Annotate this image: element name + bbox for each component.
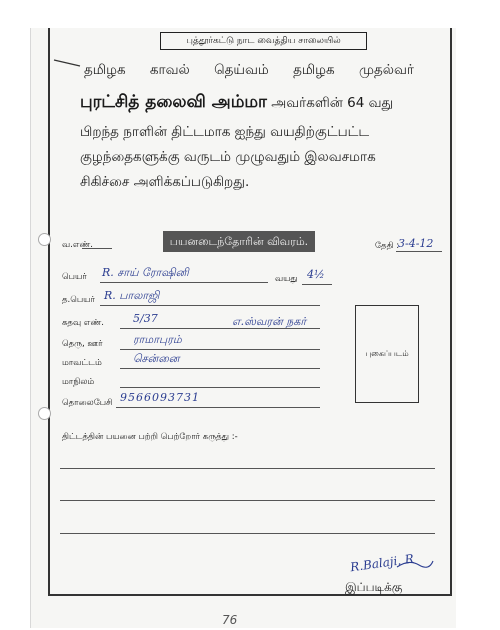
phone-line bbox=[116, 407, 320, 408]
door-value: 5/37 bbox=[133, 312, 158, 325]
district-line bbox=[120, 368, 320, 369]
phone-value: 9566093731 bbox=[120, 391, 200, 404]
age-line bbox=[302, 284, 332, 285]
door-label: கதவு எண். bbox=[62, 318, 104, 328]
father-label: த.பெயர் bbox=[62, 295, 95, 305]
intro-word: தெய்வம் bbox=[214, 62, 269, 78]
date-value: 3-4-12 bbox=[398, 237, 434, 250]
feedback-line-2 bbox=[60, 500, 435, 501]
district-value: சென்னை bbox=[133, 352, 180, 365]
intro-line-2 bbox=[80, 92, 393, 114]
signature-flourish bbox=[395, 557, 435, 571]
age-value: 4½ bbox=[307, 268, 325, 281]
feedback-line-3 bbox=[60, 533, 435, 534]
street-label: தெரு, ஊர் bbox=[62, 339, 103, 349]
state-label: மாநிலம் bbox=[62, 377, 95, 387]
name-line bbox=[100, 282, 268, 283]
street-value: ராமாபுரம் bbox=[133, 333, 182, 346]
intro-leader-name: புரட்சித் தலைவி அம்மா bbox=[80, 92, 267, 112]
header-title: புத்தூர்கட்டு நாட வைத்திய சாலையில் bbox=[160, 32, 367, 50]
serial-label: வ.எண். bbox=[62, 240, 93, 250]
date-line bbox=[396, 251, 442, 252]
punch-hole-bottom bbox=[38, 407, 51, 420]
intro-word: தமிழக bbox=[293, 62, 335, 78]
age-label: வயது bbox=[275, 274, 298, 284]
beneficiary-banner: பயனடைந்தோரின் விவரம். bbox=[163, 231, 315, 252]
signature-label: இப்படிக்கு bbox=[345, 580, 403, 594]
intro-line-5: சிகிச்சை அளிக்கப்படுகிறது. bbox=[80, 174, 250, 190]
punch-hole-top bbox=[38, 233, 51, 246]
intro-line-3: பிறந்த நாளின் திட்டமாக ஐந்து வயதிற்குட்பட்ட bbox=[80, 124, 370, 140]
intro-line-4: குழந்தைகளுக்கு வருடம் முழுவதும் இலவசமாக bbox=[80, 149, 376, 165]
intro-word: முதல்வர் bbox=[359, 62, 414, 78]
intro-birthday: அவர்களின் 64 வது bbox=[271, 95, 394, 111]
father-value: R. பாலாஜி bbox=[104, 289, 160, 302]
father-line bbox=[100, 305, 320, 306]
feedback-label: திட்டத்தின் பயனை பற்றி பெற்றோர் கருத்து :- bbox=[62, 432, 238, 442]
name-value: R. சாய் ரோஷினி bbox=[102, 266, 189, 279]
intro-line-1 bbox=[84, 62, 414, 80]
signature-handwritten: R.Balaji. R bbox=[349, 551, 415, 575]
door-value-area: எ.ஸ்வரன் நகர் bbox=[232, 315, 307, 328]
serial-line bbox=[82, 248, 112, 249]
street-line bbox=[120, 349, 320, 350]
name-label: பெயர் bbox=[62, 272, 87, 282]
feedback-line-1 bbox=[60, 468, 435, 469]
intro-word: காவல் bbox=[149, 62, 190, 78]
door-line bbox=[120, 328, 320, 329]
district-label: மாவட்டம் bbox=[62, 358, 102, 368]
photo-box: புகைப்படம் bbox=[355, 305, 419, 403]
date-label: தேதி : bbox=[375, 241, 400, 251]
page-number: 76 bbox=[222, 613, 238, 627]
intro-word: தமிழக bbox=[84, 62, 126, 78]
state-line bbox=[120, 387, 320, 388]
pen-stroke-mark bbox=[52, 58, 82, 68]
phone-label: தொலைபேசி bbox=[62, 398, 113, 408]
